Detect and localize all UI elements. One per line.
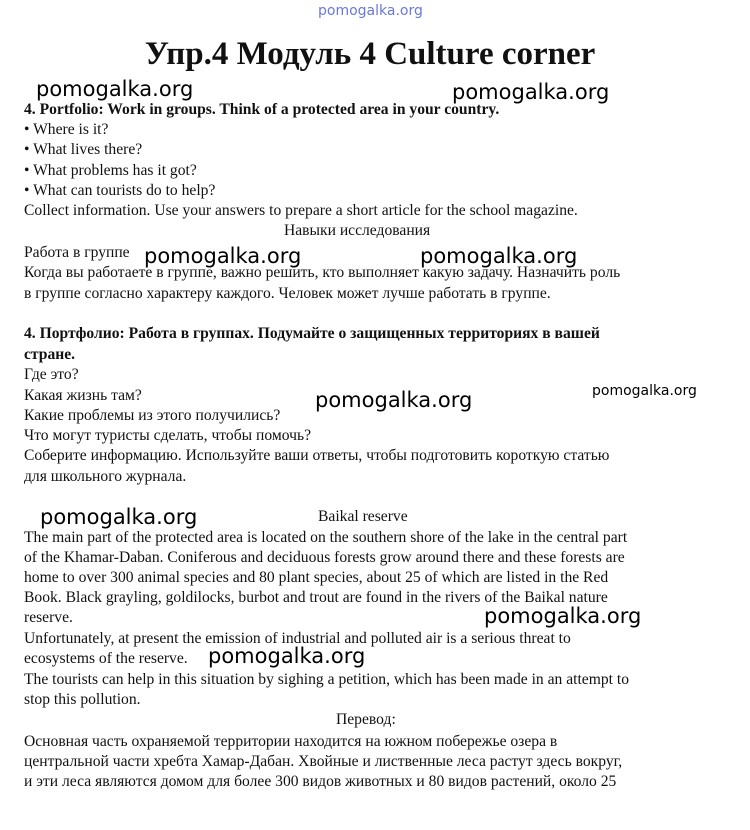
watermark: pomogalka.org: [452, 80, 610, 104]
article-line: The main part of the protected area is located on the southern shore of the lake in the central part: [24, 529, 628, 546]
task-en-question: • What lives there?: [24, 141, 143, 158]
article-line: reserve.: [24, 609, 73, 626]
task-ru-heading: 4. Портфолио: Работа в группах. Подумайте о защищенных территориях в вашей: [24, 325, 600, 342]
task-en-question: • Where is it?: [24, 121, 109, 138]
task-ru-instruction: для школьного журнала.: [24, 468, 187, 485]
skills-paragraph: Когда вы работаете в группе, важно решить, кто выполняет какую задачу. Назначить роль: [24, 264, 621, 281]
watermark: pomogalka.org: [592, 383, 697, 399]
page-title: Упр.4 Модуль 4 Culture corner: [144, 36, 596, 72]
task-ru-question: Где это?: [24, 366, 79, 383]
watermark: pomogalka.org: [484, 604, 642, 628]
skills-heading: Навыки исследования: [284, 222, 431, 239]
article-line: Unfortunately, at present the emission of industrial and polluted air is a serious threat to: [24, 630, 571, 647]
translation-line: центральной части хребта Хамар-Дабан. Хвойные и лиственные леса растут здесь вокруг,: [24, 753, 623, 770]
article-line: The tourists can help in this situation by sighing a petition, which has been made in an attempt to: [24, 671, 630, 688]
translation-heading: Перевод:: [336, 711, 396, 728]
watermark: pomogalka.org: [208, 644, 366, 668]
watermark: pomogalka.org: [315, 388, 473, 412]
task-en-heading: 4. Portfolio: Work in groups. Think of a protected area in your country.: [24, 101, 500, 118]
watermark: pomogalka.org: [36, 77, 194, 101]
task-en-question: • What can tourists do to help?: [24, 182, 216, 199]
watermark-top: pomogalka.org: [318, 3, 423, 19]
skills-paragraph: в группе согласно характеру каждого. Человек может лучше работать в группе.: [24, 285, 551, 302]
task-ru-question: Какие проблемы из этого получились?: [24, 407, 281, 424]
translation-line: Основная часть охраняемой территории находится на южном побережье озера в: [24, 733, 558, 750]
article-line: Book. Black grayling, goldilocks, burbot and trout are found in the rivers of the Baikal nature: [24, 589, 608, 606]
article-line: home to over 300 animal species and 80 plant species, about 25 of which are listed in the Red: [24, 569, 609, 586]
task-ru-instruction: Соберите информацию. Используйте ваши ответы, чтобы подготовить короткую статью: [24, 447, 610, 464]
translation-line: и эти леса являются домом для более 300 видов животных и 80 видов растений, около 25: [24, 773, 617, 790]
watermark: pomogalka.org: [420, 244, 578, 268]
task-ru-question: Что могут туристы сделать, чтобы помочь?: [24, 427, 312, 444]
article-line: ecosystems of the reserve.: [24, 650, 188, 667]
article-title: Baikal reserve: [318, 508, 408, 525]
watermark: pomogalka.org: [40, 505, 198, 529]
article-line: of the Khamar-Daban. Coniferous and deciduous forests grow around there and these forests are: [24, 549, 625, 566]
task-en-question: • What problems has it got?: [24, 162, 197, 179]
skills-label: Работа в группе: [24, 244, 130, 261]
watermark: pomogalka.org: [144, 244, 302, 268]
task-ru-heading: стране.: [24, 346, 76, 363]
article-line: stop this pollution.: [24, 691, 141, 708]
task-en-instruction: Collect information. Use your answers to prepare a short article for the school magazine.: [24, 202, 578, 219]
task-ru-question: Какая жизнь там?: [24, 387, 142, 404]
